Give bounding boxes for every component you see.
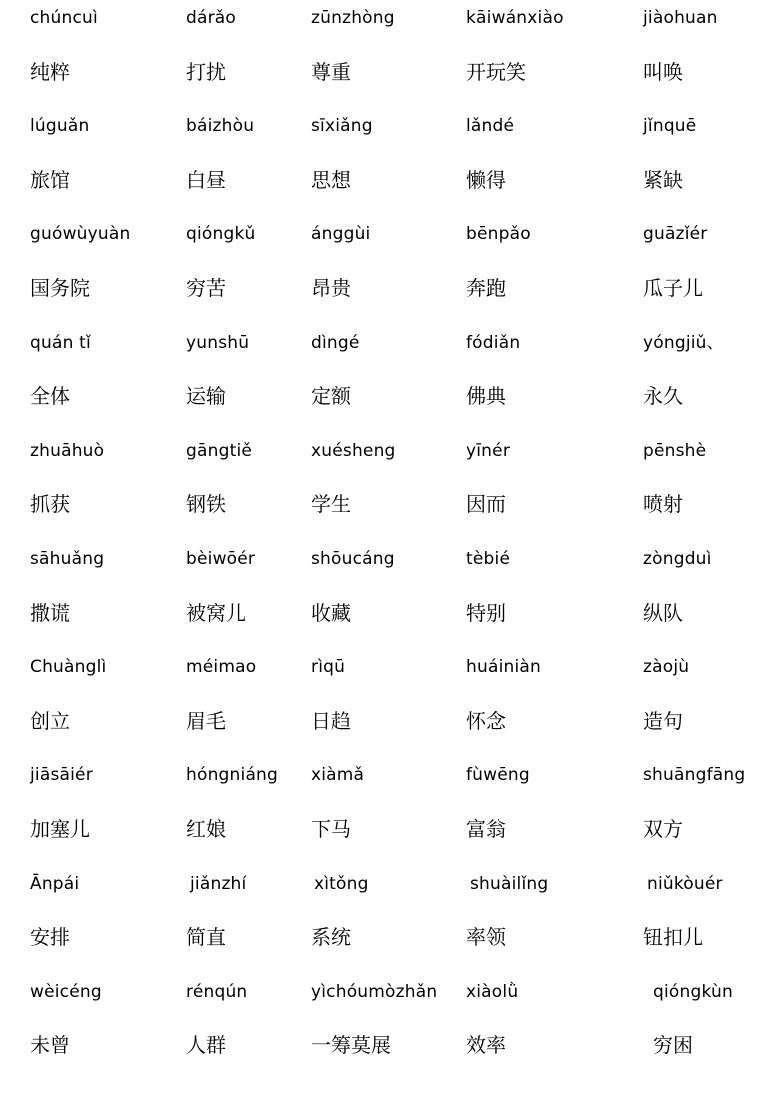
hanzi-row	[0, 489, 758, 519]
hanzi-word: 率领	[466, 925, 506, 950]
hanzi-word: 红娘	[186, 816, 226, 841]
pinyin-text: shuāngfāng	[643, 765, 746, 786]
hanzi-word: 特别	[466, 600, 506, 625]
pinyin-text: zhuāhuò	[30, 440, 105, 461]
hanzi-word: 日趋	[311, 708, 351, 733]
pinyin-text: fùwēng	[466, 765, 530, 786]
pinyin-text: sāhuǎng	[30, 549, 105, 569]
hanzi-word: 打扰	[186, 59, 226, 84]
hanzi-word: 白昼	[186, 167, 226, 192]
hanzi-word: 造句	[643, 708, 683, 733]
hanzi-word: 叫唤	[643, 59, 683, 84]
hanzi-word: 未曾	[30, 1033, 70, 1058]
pinyin-text: huáiniàn	[466, 657, 541, 678]
hanzi-word: 安排	[30, 925, 70, 950]
pinyin-text: zàojù	[643, 657, 690, 678]
hanzi-row	[0, 273, 758, 303]
hanzi-word: 下马	[311, 816, 351, 841]
hanzi-word: 学生	[311, 492, 351, 517]
hanzi-word: 被窝儿	[186, 600, 246, 625]
hanzi-word: 旅馆	[30, 167, 70, 192]
pinyin-text: xiàolǜ	[466, 981, 519, 1002]
pinyin-text: xiàmǎ	[311, 765, 365, 786]
pinyin-text: shōucáng	[311, 549, 395, 569]
pinyin-row	[0, 436, 758, 466]
hanzi-word: 怀念	[466, 708, 506, 733]
hanzi-row	[0, 1030, 758, 1060]
pinyin-text: shuàilǐng	[470, 873, 549, 894]
pinyin-text: dìngé	[311, 332, 360, 353]
pinyin-text: xìtǒng	[314, 873, 369, 894]
pinyin-row	[0, 111, 758, 141]
hanzi-word: 简直	[186, 925, 226, 950]
pinyin-text: jiàohuan	[643, 8, 718, 28]
pinyin-text: guówùyuàn	[30, 224, 131, 245]
hanzi-word: 纵队	[643, 600, 683, 625]
pinyin-text: wèicéng	[30, 981, 102, 1002]
hanzi-word: 抓获	[30, 492, 70, 517]
hanzi-word: 懒得	[466, 167, 506, 192]
hanzi-word: 瓜子儿	[643, 275, 703, 300]
pinyin-row	[0, 652, 758, 682]
hanzi-row	[0, 706, 758, 736]
pinyin-text: Chuànglì	[30, 657, 107, 678]
hanzi-word: 收藏	[311, 600, 351, 625]
pinyin-text: bēnpǎo	[466, 224, 531, 245]
pinyin-row	[0, 977, 758, 1007]
pinyin-text: ánggùi	[311, 224, 371, 245]
hanzi-word: 紧缺	[643, 167, 683, 192]
hanzi-word: 喷射	[643, 492, 683, 517]
pinyin-text: méimao	[186, 657, 257, 678]
pinyin-text: báizhòu	[186, 116, 255, 137]
pinyin-text: lǎndé	[466, 116, 515, 137]
hanzi-word: 思想	[311, 167, 351, 192]
pinyin-text: bèiwōér	[186, 549, 256, 569]
hanzi-row	[0, 381, 758, 411]
hanzi-word: 开玩笑	[466, 59, 526, 84]
pinyin-text: niǔkòuér	[647, 873, 723, 894]
pinyin-text: xuésheng	[311, 440, 396, 461]
pinyin-text: pēnshè	[643, 440, 707, 461]
pinyin-text: dárǎo	[186, 8, 237, 28]
hanzi-row	[0, 598, 758, 628]
hanzi-word: 钮扣儿	[643, 925, 703, 950]
hanzi-word: 奔跑	[466, 275, 506, 300]
hanzi-word: 撒谎	[30, 600, 70, 625]
pinyin-text: yìchóumòzhǎn	[311, 981, 438, 1002]
pinyin-text: yīnér	[466, 440, 511, 461]
pinyin-text: zòngduì	[643, 549, 712, 569]
pinyin-text: quán tǐ	[30, 332, 91, 353]
hanzi-row	[0, 922, 758, 952]
pinyin-row	[0, 760, 758, 790]
pinyin-text: kāiwánxiào	[466, 8, 564, 28]
hanzi-word: 穷苦	[186, 275, 226, 300]
pinyin-row	[0, 544, 758, 574]
hanzi-word: 眉毛	[186, 708, 226, 733]
pinyin-text: Ānpái	[30, 873, 80, 894]
hanzi-row	[0, 814, 758, 844]
pinyin-text: hóngniáng	[186, 765, 279, 786]
pinyin-text: guāzǐér	[643, 224, 708, 245]
hanzi-row	[0, 165, 758, 195]
pinyin-text: tèbié	[466, 549, 511, 569]
hanzi-word: 穷困	[653, 1033, 693, 1058]
hanzi-word: 因而	[466, 492, 506, 517]
hanzi-word: 效率	[466, 1033, 506, 1058]
hanzi-word: 佛典	[466, 384, 506, 409]
pinyin-text: jiǎnzhí	[190, 873, 247, 894]
pinyin-text: rénqún	[186, 981, 248, 1002]
hanzi-word: 一筹莫展	[311, 1033, 391, 1058]
hanzi-word: 昂贵	[311, 275, 351, 300]
hanzi-word: 钢铁	[186, 492, 226, 517]
hanzi-word: 系统	[311, 925, 351, 950]
hanzi-row	[0, 57, 758, 87]
pinyin-text: gāngtiě	[186, 440, 253, 461]
pinyin-row	[0, 328, 758, 358]
hanzi-word: 人群	[186, 1033, 226, 1058]
pinyin-text: chúncuì	[30, 8, 98, 28]
pinyin-text: jǐnquē	[643, 116, 697, 137]
pinyin-text: yunshū	[186, 332, 250, 353]
pinyin-text: fódiǎn	[466, 332, 521, 353]
hanzi-word: 永久	[643, 384, 683, 409]
hanzi-word: 富翁	[466, 816, 506, 841]
pinyin-text: jiāsāiér	[30, 765, 93, 786]
hanzi-word: 国务院	[30, 275, 90, 300]
hanzi-word: 全体	[30, 384, 70, 409]
hanzi-word: 创立	[30, 708, 70, 733]
pinyin-row	[0, 219, 758, 249]
pinyin-row	[0, 869, 758, 899]
pinyin-text: qióngkùn	[653, 981, 733, 1002]
pinyin-text: sīxiǎng	[311, 116, 373, 137]
hanzi-word: 运输	[186, 384, 226, 409]
hanzi-word: 定额	[311, 384, 351, 409]
pinyin-text: zūnzhòng	[311, 8, 395, 28]
hanzi-word: 纯粹	[30, 59, 70, 84]
pinyin-text: rìqū	[311, 657, 346, 678]
pinyin-text: qióngkǔ	[186, 224, 256, 245]
hanzi-word: 加塞儿	[30, 816, 90, 841]
pinyin-row	[0, 3, 758, 33]
hanzi-word: 尊重	[311, 59, 351, 84]
pinyin-text: yóngjiǔ、	[643, 332, 724, 353]
hanzi-word: 双方	[643, 816, 683, 841]
pinyin-text: lúguǎn	[30, 116, 90, 137]
